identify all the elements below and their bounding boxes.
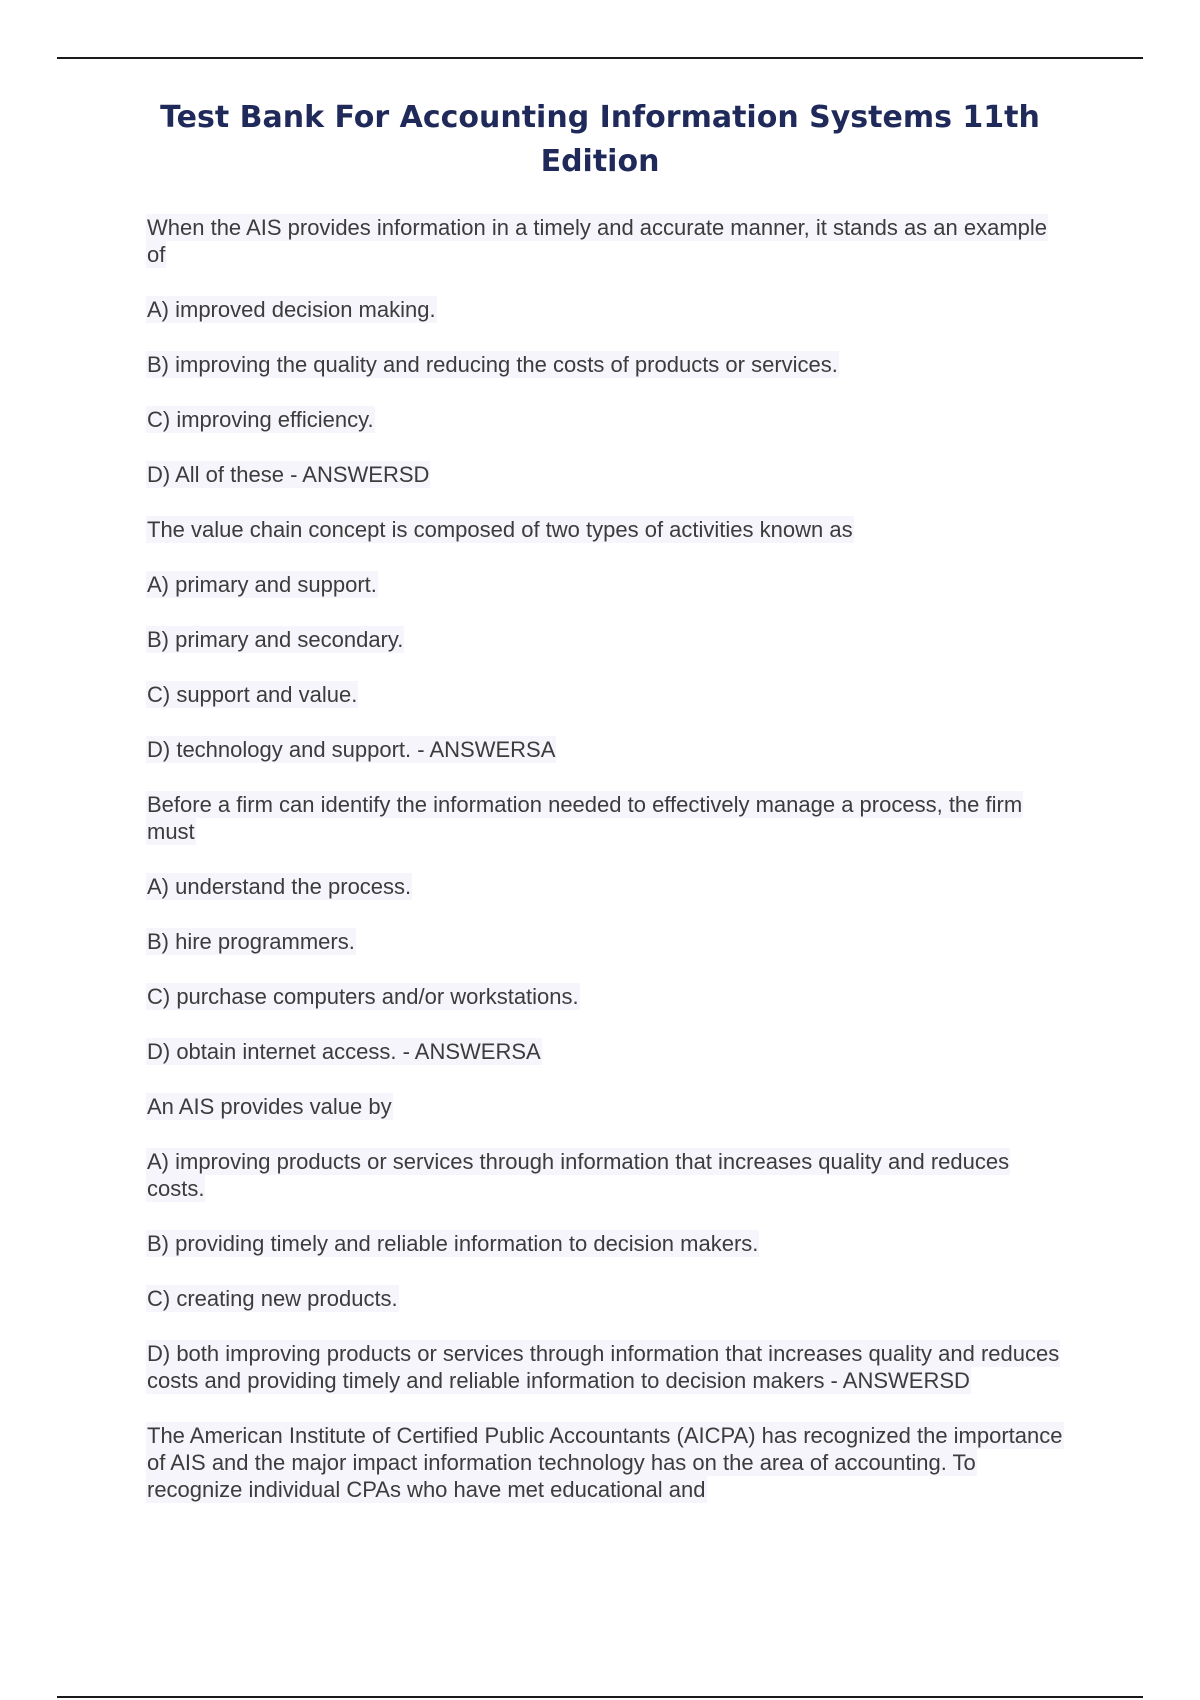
question-3-stem: Before a firm can identify the information needed to effectively manage a process, the firm must [147, 792, 1023, 844]
question-1-option-b: B) improving the quality and reducing the costs of products or services. [147, 352, 838, 377]
question-1-stem: When the AIS provides information in a timely and accurate manner, it stands as an example of [147, 215, 1048, 267]
question-3-option-b: B) hire programmers. [147, 929, 355, 954]
document-title: Test Bank For Accounting Information Systems 11th Edition [160, 100, 1040, 180]
question-4-option-d: D) both improving products or services through information that increases quality and reduces costs and providing timely and reliable information to decision makers - ANSWERSD [147, 1341, 1060, 1393]
question-3-option-c: C) purchase computers and/or workstations. [147, 984, 579, 1009]
question-4-stem: An AIS provides value by [147, 1094, 392, 1119]
question-5-stem: The American Institute of Certified Public Accountants (AICPA) has recognized the importance of AIS and the major impact information technology has on the area of accounting. To recognize individual CPAs who have met educational and [147, 1423, 1063, 1502]
question-4-option-a: A) improving products or services through information that increases quality and reduces costs. [147, 1149, 1010, 1201]
top-rule [57, 57, 1143, 59]
question-2-stem: The value chain concept is composed of two types of activities known as [147, 517, 853, 542]
question-2-option-b: B) primary and secondary. [147, 627, 404, 652]
question-1-option-d: D) All of these - ANSWERSD [147, 462, 430, 487]
bottom-rule [57, 1696, 1143, 1698]
question-2-option-a: A) primary and support. [147, 572, 377, 597]
question-3-option-d: D) obtain internet access. - ANSWERSA [147, 1039, 541, 1064]
question-2-option-d: D) technology and support. - ANSWERSA [147, 737, 556, 762]
question-4-option-c: C) creating new products. [147, 1286, 398, 1311]
question-1-option-a: A) improved decision making. [147, 297, 436, 322]
document-body [146, 214, 1066, 1531]
question-4-option-b: B) providing timely and reliable information to decision makers. [147, 1231, 759, 1256]
question-2-option-c: C) support and value. [147, 682, 358, 707]
question-3-option-a: A) understand the process. [147, 874, 412, 899]
question-1-option-c: C) improving efficiency. [147, 407, 374, 432]
